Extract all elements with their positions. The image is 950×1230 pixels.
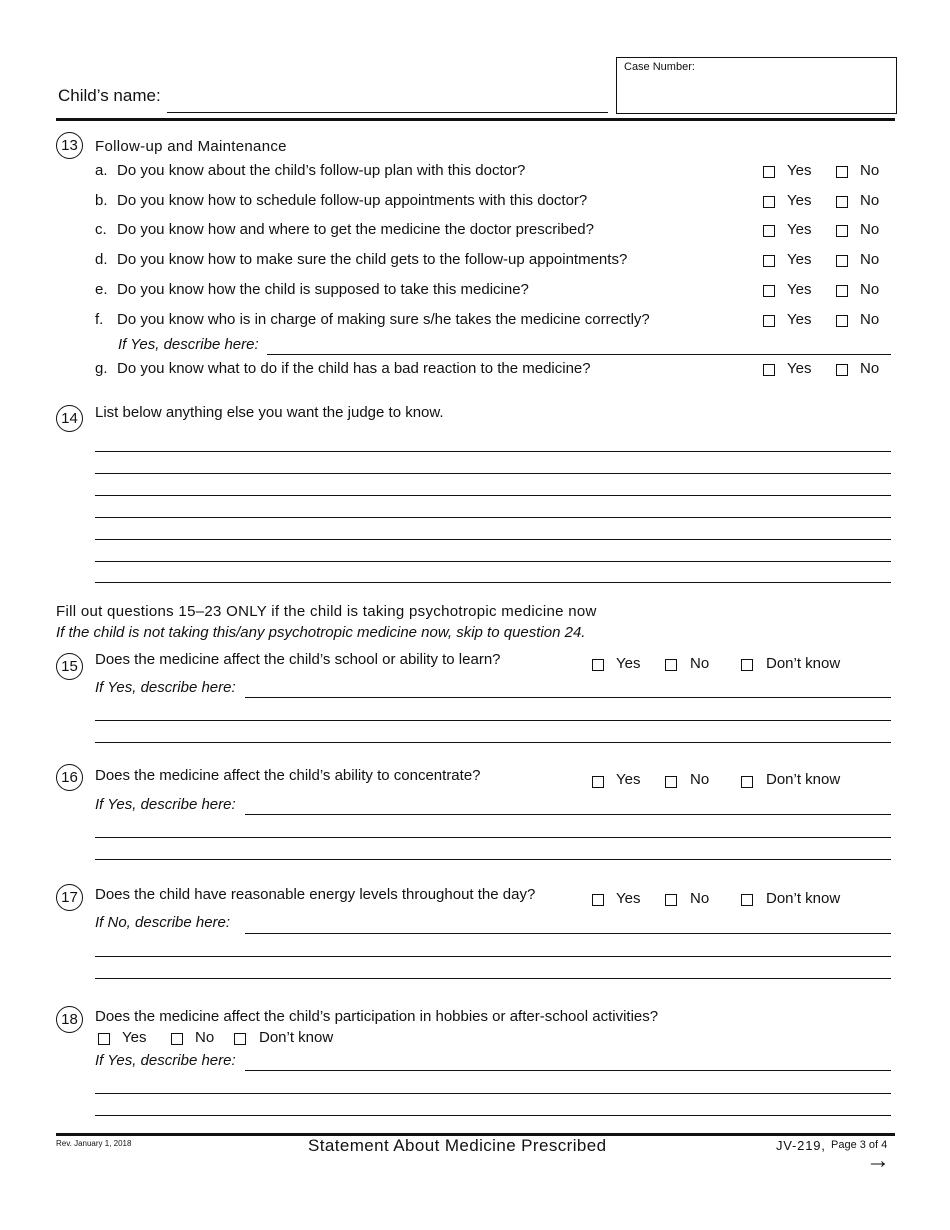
no-checkbox[interactable]: [665, 776, 677, 788]
no-checkbox[interactable]: [665, 659, 677, 671]
q18-text: Does the medicine affect the child’s participation in hobbies or after-school activities?: [95, 1008, 659, 1025]
no-checkbox[interactable]: [836, 166, 848, 178]
answer-line[interactable]: [95, 451, 891, 452]
childs-name-field[interactable]: [167, 112, 608, 113]
dont-know-label: Don’t know: [766, 655, 841, 672]
q15-text: Does the medicine affect the child’s school or ability to learn?: [95, 651, 501, 668]
q15-describe-label: If Yes, describe here:: [95, 679, 236, 696]
answer-line[interactable]: [95, 561, 891, 562]
case-number-label: Case Number:: [624, 61, 695, 73]
yes-checkbox[interactable]: [98, 1033, 110, 1045]
question-number-16: 16: [56, 764, 83, 791]
yes-label: Yes: [616, 890, 641, 907]
answer-line[interactable]: [95, 978, 891, 979]
no-label: No: [860, 251, 880, 268]
no-checkbox[interactable]: [836, 315, 848, 327]
answer-line[interactable]: [95, 539, 891, 540]
answer-line[interactable]: [95, 582, 891, 583]
item-text: Do you know how to schedule follow-up appointments with this doctor?: [117, 192, 588, 209]
yes-checkbox[interactable]: [763, 196, 775, 208]
q17-text: Does the child have reasonable energy levels throughout the day?: [95, 886, 536, 903]
item-text: Do you know what to do if the child has a bad reaction to the medicine?: [117, 360, 591, 377]
answer-line[interactable]: [95, 859, 891, 860]
item-letter: e.: [95, 281, 108, 298]
yes-checkbox[interactable]: [763, 364, 775, 376]
item-text: Do you know about the child’s follow-up plan with this doctor?: [117, 162, 526, 179]
no-label: No: [690, 890, 710, 907]
yes-label: Yes: [787, 162, 812, 179]
no-label: No: [690, 771, 710, 788]
item-letter: b.: [95, 192, 108, 209]
answer-line[interactable]: [95, 956, 891, 957]
yes-checkbox[interactable]: [592, 894, 604, 906]
answer-line[interactable]: [95, 1093, 891, 1094]
no-label: No: [860, 192, 880, 209]
q18-describe-label: If Yes, describe here:: [95, 1052, 236, 1069]
item-letter: c.: [95, 221, 107, 238]
no-label: No: [195, 1029, 215, 1046]
childs-name-label: Child’s name:: [58, 86, 161, 105]
header-rule: [56, 118, 895, 121]
psych-subheading: If the child is not taking this/any psychotropic medicine now, skip to question 24.: [56, 624, 586, 641]
q14-text: List below anything else you want the judge to know.: [95, 404, 444, 421]
yes-label: Yes: [122, 1029, 147, 1046]
item-text: Do you know how to make sure the child gets to the follow-up appointments?: [117, 251, 628, 268]
describe-line[interactable]: [245, 814, 891, 815]
describe-line[interactable]: [245, 1070, 891, 1071]
no-checkbox[interactable]: [836, 285, 848, 297]
dont-know-label: Don’t know: [766, 890, 841, 907]
item-letter: a.: [95, 162, 108, 179]
yes-label: Yes: [787, 360, 812, 377]
no-label: No: [860, 360, 880, 377]
revision-date: Rev. January 1, 2018: [56, 1139, 132, 1148]
page-number: Page 3 of 4: [831, 1139, 888, 1151]
dont-know-checkbox[interactable]: [741, 894, 753, 906]
dont-know-checkbox[interactable]: [741, 659, 753, 671]
no-checkbox[interactable]: [836, 225, 848, 237]
no-label: No: [860, 221, 880, 238]
question-number-18: 18: [56, 1006, 83, 1033]
yes-label: Yes: [616, 655, 641, 672]
q16-text: Does the medicine affect the child’s ability to concentrate?: [95, 767, 481, 784]
yes-label: Yes: [787, 281, 812, 298]
no-checkbox[interactable]: [836, 255, 848, 267]
dont-know-checkbox[interactable]: [234, 1033, 246, 1045]
answer-line[interactable]: [95, 742, 891, 743]
item-letter: f.: [95, 311, 104, 328]
yes-checkbox[interactable]: [763, 315, 775, 327]
item-text: Do you know how and where to get the medicine the doctor prescribed?: [117, 221, 594, 238]
describe-line[interactable]: [245, 697, 891, 698]
yes-checkbox[interactable]: [592, 776, 604, 788]
answer-line[interactable]: [95, 1115, 891, 1116]
item-text: Do you know who is in charge of making sure s/he takes the medicine correctly?: [117, 311, 650, 328]
yes-checkbox[interactable]: [763, 166, 775, 178]
question-number-17: 17: [56, 884, 83, 911]
dont-know-label: Don’t know: [766, 771, 841, 788]
yes-label: Yes: [787, 192, 812, 209]
dont-know-checkbox[interactable]: [741, 776, 753, 788]
item-letter: g.: [95, 360, 108, 377]
describe-line[interactable]: [267, 354, 891, 355]
yes-checkbox[interactable]: [763, 255, 775, 267]
form-title: Statement About Medicine Prescribed: [308, 1136, 607, 1155]
yes-checkbox[interactable]: [763, 285, 775, 297]
answer-line[interactable]: [95, 473, 891, 474]
answer-line[interactable]: [95, 517, 891, 518]
no-checkbox[interactable]: [171, 1033, 183, 1045]
item-text: Do you know how the child is supposed to take this medicine?: [117, 281, 529, 298]
describe-label: If Yes, describe here:: [118, 336, 259, 353]
psych-heading: Fill out questions 15–23 ONLY if the child is taking psychotropic medicine now: [56, 603, 597, 620]
answer-line[interactable]: [95, 837, 891, 838]
form-id: JV-219,: [776, 1138, 826, 1153]
case-number-field[interactable]: [616, 57, 897, 114]
no-checkbox[interactable]: [836, 364, 848, 376]
answer-line[interactable]: [95, 495, 891, 496]
question-number-15: 15: [56, 653, 83, 680]
no-label: No: [860, 311, 880, 328]
no-label: No: [690, 655, 710, 672]
q16-describe-label: If Yes, describe here:: [95, 796, 236, 813]
no-label: No: [860, 281, 880, 298]
yes-label: Yes: [787, 251, 812, 268]
no-checkbox[interactable]: [665, 894, 677, 906]
q17-describe-label: If No, describe here:: [95, 914, 231, 931]
no-checkbox[interactable]: [836, 196, 848, 208]
yes-checkbox[interactable]: [592, 659, 604, 671]
answer-line[interactable]: [95, 720, 891, 721]
no-label: No: [860, 162, 880, 179]
yes-label: Yes: [787, 311, 812, 328]
question-number-13: 13: [56, 132, 83, 159]
item-letter: d.: [95, 251, 108, 268]
yes-label: Yes: [616, 771, 641, 788]
question-number-14: 14: [56, 405, 83, 432]
describe-line[interactable]: [245, 933, 891, 934]
yes-label: Yes: [787, 221, 812, 238]
next-page-arrow-icon: →: [866, 1147, 890, 1174]
q13-title: Follow-up and Maintenance: [95, 138, 287, 155]
dont-know-label: Don’t know: [259, 1029, 334, 1046]
yes-checkbox[interactable]: [763, 225, 775, 237]
